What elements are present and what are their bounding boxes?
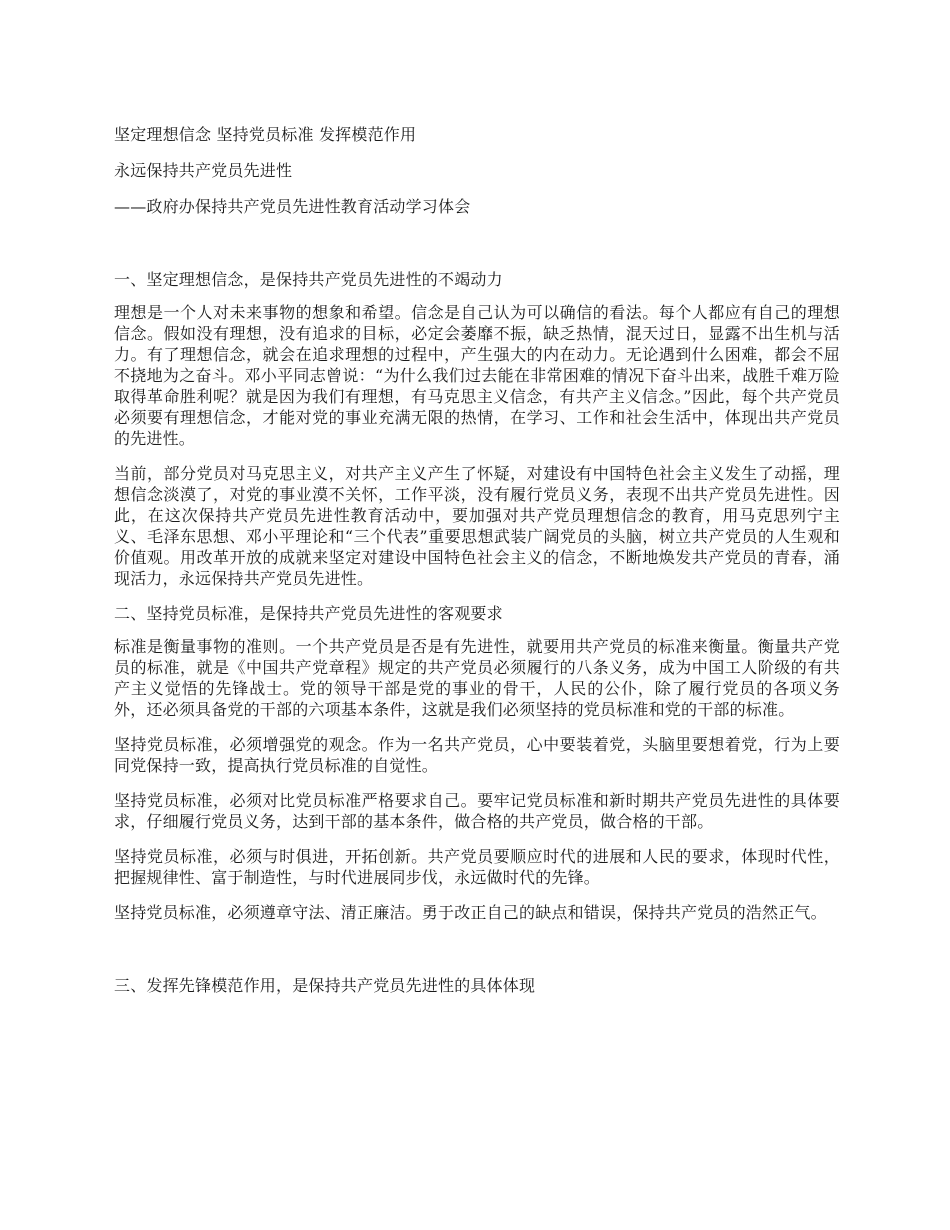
blank-line	[114, 937, 840, 975]
blank-line	[114, 232, 840, 269]
section-heading-2: 二、坚持党员标准，是保持共产党员先进性的客观要求	[114, 604, 503, 623]
section-1-paragraph-1: 理想是一个人对未来事物的想象和希望。信念是自己认为可以确信的看法。每个人都应有自己的理想信念。假如没有理想，没有追求的目标，必定会萎靡不振，缺乏热情，混天过日，显露不出生机与活力。有了理想信念，就会在追求理想的过程中，产生强大的内在动力。无论遇到什么困难，都会不屈不挠地为之奋斗。邓小平同志曾说：“为什么我们过去能在非常困难的情况下奋斗出来，战胜千难万险取得革命胜利呢？就是因为我们有理想，有马克思主义信念，有共产主义信念。”因此，每个共产党员必须要有理想信念，才能对党的事业充满无限的热情，在学习、工作和社会生活中，体现出共产党员的先进性。	[114, 303, 840, 448]
section-2-paragraph-3: 坚持党员标准，必须对比党员标准严格要求自己。要牢记党员标准和新时期共产党员先进性的具体要求，仔细履行党员义务，达到干部的基本条件，做合格的共产党员，做合格的干部。	[114, 791, 840, 831]
section-2-paragraph-4: 坚持党员标准，必须与时俱进，开拓创新。共产党员要顺应时代的进展和人民的要求，体现时代性，把握规律性、富于制造性，与时代进展同步伐，永远做时代的先锋。	[114, 847, 840, 887]
document-byline: ——政府办保持共产党员先进性教育活动学习体会	[114, 197, 471, 216]
document-body	[114, 124, 840, 1008]
section-2-paragraph-5: 坚持党员标准，必须遵章守法、清正廉洁。勇于改正自己的缺点和错误，保持共产党员的浩然正气。	[114, 903, 827, 922]
section-2-paragraph-1: 标准是衡量事物的准则。一个共产党员是否是有先进性，就要用共产党员的标准来衡量。衡量共产党员的标准，就是《中国共产党章程》规定的共产党员必须履行的八条义务，成为中国工人阶级的有共产主义觉悟的先锋战士。党的领导干部是党的事业的骨干，人民的公仆，除了履行党员的各项义务外，还必须具备党的干部的六项基本条件，这就是我们必须坚持的党员标准和党的干部的标准。	[114, 637, 840, 719]
section-2-paragraph-2: 坚持党员标准，必须增强党的观念。作为一名共产党员，心中要装着党，头脑里要想着党，行为上要同党保持一致，提高执行党员标准的自觉性。	[114, 735, 840, 775]
section-heading-1: 一、坚定理想信念，是保持共产党员先进性的不竭动力	[114, 270, 503, 289]
section-1-paragraph-2: 当前，部分党员对马克思主义，对共产主义产生了怀疑，对建设有中国特色社会主义发生了动摇，理想信念淡漠了，对党的事业漠不关怀，工作平淡，没有履行党员义务，表现不出共产党员先进性。因此，在这次保持共产党员先进性教育活动中，要加强对共产党员理想信念的教育，用马克思列宁主义、毛泽东思想、邓小平理论和“三个代表”重要思想武装广阔党员的头脑，树立共产党员的人生观和价值观。用改革开放的成就来坚定对建设中国特色社会主义的信念，不断地焕发共产党员的青春，涌现活力，永远保持共产党员先进性。	[114, 464, 840, 588]
section-heading-3: 三、发挥先锋模范作用，是保持共产党员先进性的具体体现	[114, 976, 536, 995]
document-title: 坚定理想信念 坚持党员标准 发挥模范作用	[114, 125, 417, 144]
document-subtitle: 永远保持共产党员先进性	[114, 161, 293, 180]
